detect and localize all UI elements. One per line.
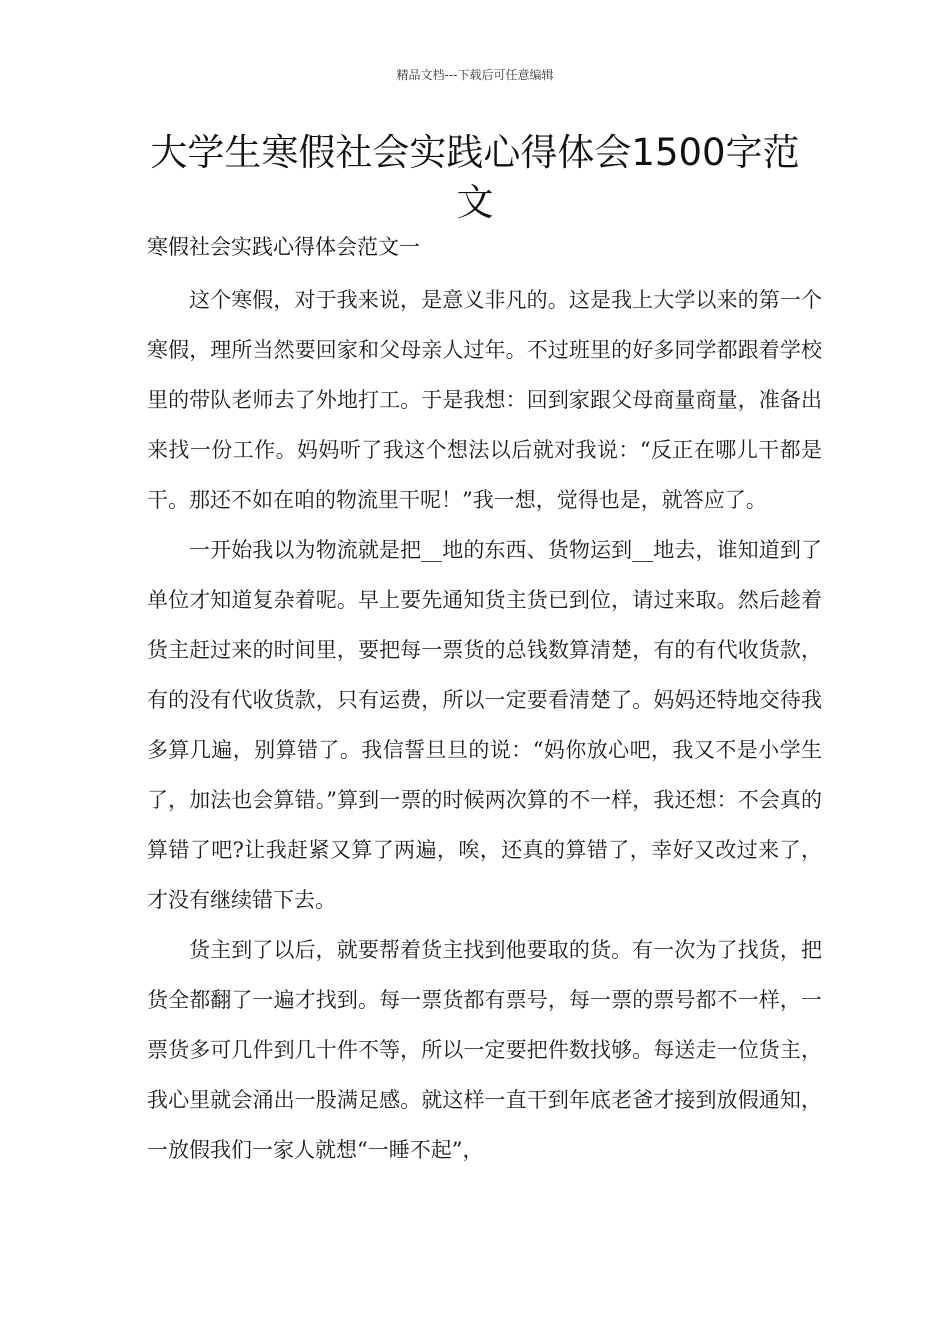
paragraph-2: 一开始我以为物流就是把__地的东西、货物运到__地去，谁知道到了单位才知道复杂着呢。早上要先通知货主货已到位，请过来取。然后趁着货主赶过来的时间里，要把每一票货的总钱数算清楚，有的有代收货款，有的没有代收货款，只有运费，所以一定要看清楚了。妈妈还特地交待我多算几遍，别算错了。我信誓旦旦的说：“妈你放心吧，我又不是小学生了，加法也会算错。”算到一票的时候两次算的不一样，我还想：不会真的算错了吧?让我赶紧又算了两遍，唉，还真的算错了，幸好又改过来了，才没有继续错下去。 bbox=[147, 538, 822, 912]
paragraph-3: 货主到了以后，就要帮着货主找到他要取的货。有一次为了找货，把货全都翻了一遍才找到。每一票货都有票号，每一票的票号都不一样，一票货多可几件到几十件不等，所以一定要把件数找够。每送走一位货主，我心里就会涌出一股满足感。就这样一直干到年底老爸才接到放假通知，一放假我们一家人就想“一睡不起”， bbox=[147, 938, 822, 1162]
document-title: 大学生寒假社会实践心得体会1500字范文 bbox=[150, 131, 800, 224]
section-heading: 寒假社会实践心得体会范文一 bbox=[147, 235, 420, 259]
paragraph-1: 这个寒假，对于我来说，是意义非凡的。这是我上大学以来的第一个寒假，理所当然要回家和父母亲人过年。不过班里的好多同学都跟着学校里的带队老师去了外地打工。于是我想：回到家跟父母商量商量，准备出来找一份工作。妈妈听了我这个想法以后就对我说：“反正在哪儿干都是干。那还不如在咱的物流里干呢！”我一想，觉得也是，就答应了。 bbox=[147, 288, 822, 512]
header-note: 精品文档---下载后可任意编辑 bbox=[396, 68, 554, 82]
body-text bbox=[147, 275, 822, 1175]
